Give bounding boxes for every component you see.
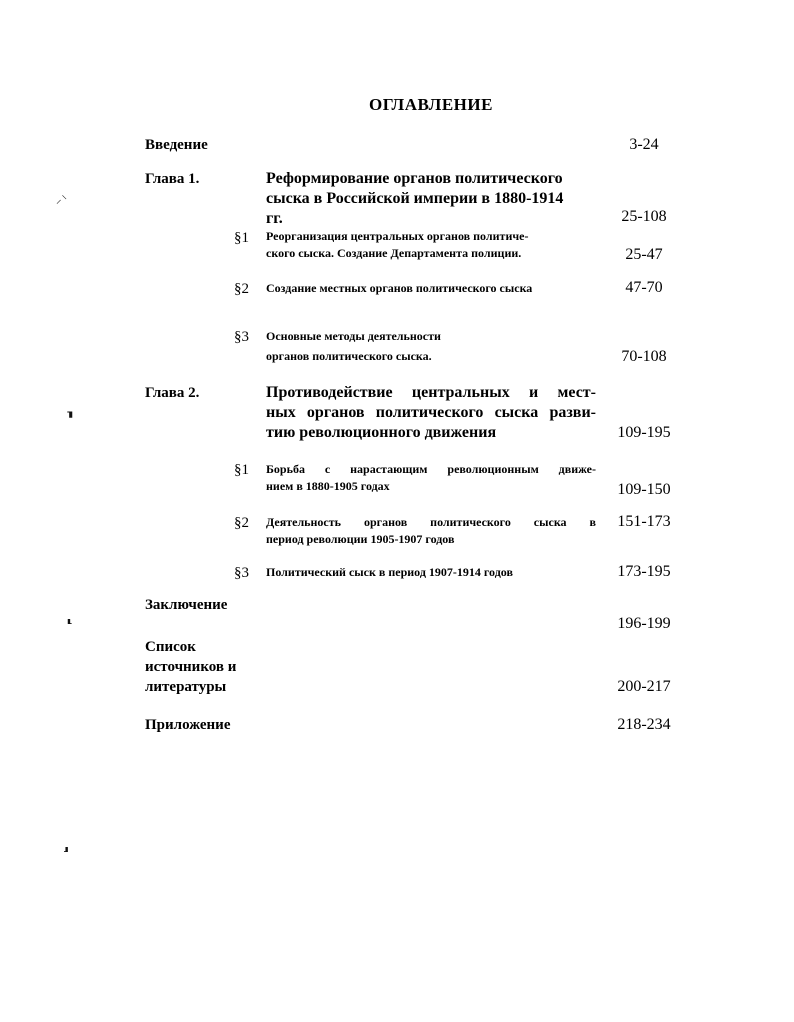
section-symbol: §2	[234, 281, 249, 297]
toc-pages-chapter-2: 109-195	[617, 424, 671, 441]
sources-label-line: Список	[145, 639, 196, 655]
toc-pages-appendix: 218-234	[617, 716, 671, 733]
section-symbol: §3	[234, 565, 249, 581]
toc-section-1-1	[266, 228, 596, 262]
page-title: ОГЛАВЛЕНИЕ	[369, 95, 493, 114]
scan-mark: ⸝⸌	[56, 194, 67, 206]
section-line: Борьба с нарастающим революционным движе-	[266, 462, 596, 476]
section-symbol: §2	[234, 515, 249, 531]
toc-pages-conclusion: 196-199	[617, 615, 671, 632]
section-symbol: §3	[234, 329, 249, 345]
toc-chapter-1-title	[266, 169, 588, 229]
chapter-1-title-line: сыска в Российской империи в 1880-1914	[266, 190, 564, 207]
chapter-2-title-line: Противодействие центральных и мест-	[266, 384, 596, 401]
section-symbol: §1	[234, 462, 249, 478]
section-symbol: §1	[234, 230, 249, 246]
toc-pages-chapter-1: 25-108	[621, 208, 667, 225]
section-line: Создание местных органов политического сыска	[266, 281, 533, 295]
toc-section-1-3	[266, 328, 596, 365]
section-line: ского сыска. Создание Департамента полиции.	[266, 246, 522, 260]
toc-chapter-2-title	[266, 383, 596, 443]
toc-pages-intro: 3-24	[629, 136, 659, 153]
toc-section-1-2	[266, 280, 596, 297]
toc-pages-section-1-2: 47-70	[625, 279, 663, 296]
toc-pages-section-2-1: 109-150	[617, 481, 671, 498]
toc-pages-section-1-3: 70-108	[621, 348, 667, 365]
chapter-1-title-line: Реформирование органов политического	[266, 170, 563, 187]
toc-pages-section-1-1: 25-47	[625, 246, 663, 263]
section-line: Основные методы деятельности	[266, 329, 441, 343]
section-line: Реорганизация центральных органов политиче-	[266, 229, 529, 243]
toc-pages-section-2-2: 151-173	[617, 513, 671, 530]
toc-section-2-3	[266, 564, 596, 581]
sources-label-line: источников и	[145, 659, 237, 675]
scan-mark: ⸣	[66, 409, 75, 429]
scan-mark: ⸤	[66, 611, 73, 626]
chapter-1-title-line: гг.	[266, 210, 283, 227]
section-line: нием в 1880-1905 годах	[266, 479, 390, 493]
chapter-2-title-line: тию революционного движения	[266, 424, 497, 441]
toc-section-2-1	[266, 461, 596, 495]
chapter-2-title-line: ных органов политического сыска разви-	[266, 404, 596, 421]
section-line: Деятельность органов политического сыска в	[266, 515, 596, 529]
section-line: органов политического сыска.	[266, 349, 432, 363]
toc-label-sources	[145, 637, 236, 697]
toc-label-appendix: Приложение	[145, 717, 231, 733]
scan-mark: ⸥	[63, 839, 70, 854]
sources-label-line: литературы	[145, 679, 227, 695]
toc-label-conclusion: Заключение	[145, 597, 228, 613]
toc-pages-sources: 200-217	[617, 678, 671, 695]
toc-label-intro: Введение	[145, 137, 208, 153]
toc-label-chapter-1: Глава 1.	[145, 171, 200, 187]
toc-pages-section-2-3: 173-195	[617, 563, 671, 580]
section-line: Политический сыск в период 1907-1914 годов	[266, 565, 513, 579]
section-line: период революции 1905-1907 годов	[266, 532, 455, 546]
toc-section-2-2	[266, 514, 596, 548]
toc-label-chapter-2: Глава 2.	[145, 385, 200, 401]
